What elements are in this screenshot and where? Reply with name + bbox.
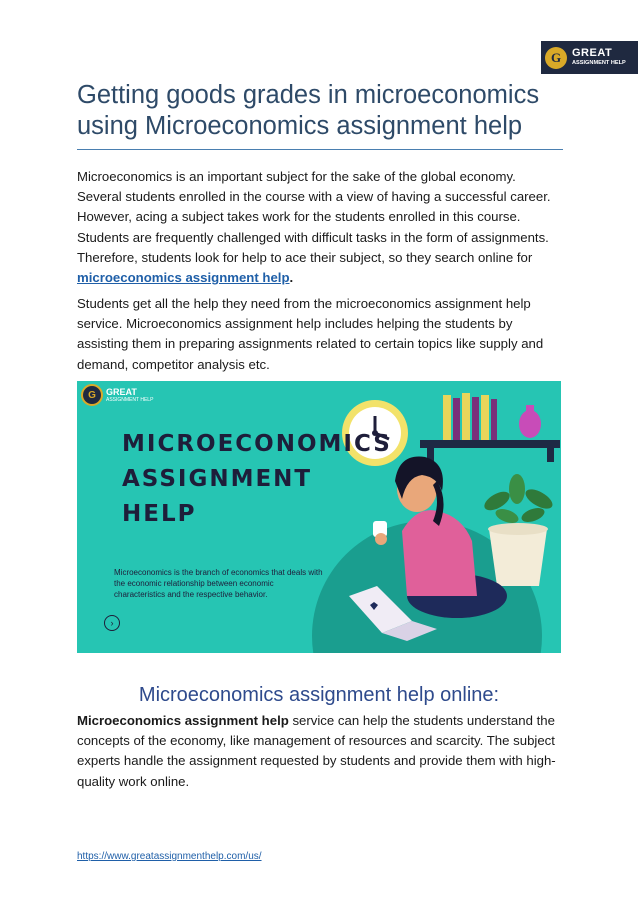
logo-text xyxy=(572,48,626,67)
banner-logo-line1: GREAT xyxy=(106,386,137,397)
banner-heading-line2: ASSIGNMENT xyxy=(122,466,313,492)
online-help-bold: Microeconomics assignment help xyxy=(77,713,289,728)
promo-banner xyxy=(77,381,561,653)
banner-logo-emblem-icon: G xyxy=(81,384,103,406)
logo-emblem-icon: G xyxy=(545,47,567,69)
banner-heading-line1: MICROECONOMICS xyxy=(122,431,392,457)
footer-website-link[interactable]: https://www.greatassignmenthelp.com/us/ xyxy=(77,851,262,862)
service-paragraph: Students get all the help they need from the microeconomics assignment help service. Microeconomics assignment help includes helping the students by assisting them in preparing assignments related to certain topics like supply and demand, competitor analysis etc. xyxy=(77,296,544,372)
online-help-paragraph xyxy=(77,711,557,792)
intro-text: Microeconomics is an important subject for the sake of the global economy. Several students enrolled in the course with a view of having a successful career. However, acing a subject takes work for the students enrolled in this course. Students are frequently challenged with difficult tasks in the form of assignments. Therefore, students look for help to ace their subject, so they search online for xyxy=(77,169,551,265)
section-heading: Microeconomics assignment help online: xyxy=(138,684,500,706)
logo-line2: ASSIGNMENT HELP xyxy=(572,60,626,67)
title-divider xyxy=(77,149,563,150)
microeconomics-help-link[interactable]: microeconomics assignment help xyxy=(77,270,290,286)
chevron-right-icon[interactable]: › xyxy=(104,615,120,631)
banner-logo-text xyxy=(106,388,153,403)
intro-end: . xyxy=(289,270,294,286)
online-help-text: service can help the students understand the concepts of the economy, like management of resources and scarcity. The subject experts handle the assignment requested by students and provide them with high-quality work online. xyxy=(77,713,556,789)
banner-heading xyxy=(122,427,392,532)
banner-description: Microeconomics is the branch of economics that deals with the economic relationship between economic characteristics and the respective behavior. xyxy=(114,568,323,599)
bookshelf-icon xyxy=(420,393,560,462)
intro-paragraph xyxy=(77,167,557,288)
banner-logo-line2: ASSIGNMENT HELP xyxy=(106,396,154,403)
banner-heading-line3: HELP xyxy=(122,501,197,527)
page-title: Getting goods grades in microeconomics using Microeconomics assignment help xyxy=(77,81,540,140)
banner-logo xyxy=(81,384,153,406)
logo-line1: GREAT xyxy=(572,47,613,60)
brand-logo[interactable] xyxy=(541,41,638,74)
